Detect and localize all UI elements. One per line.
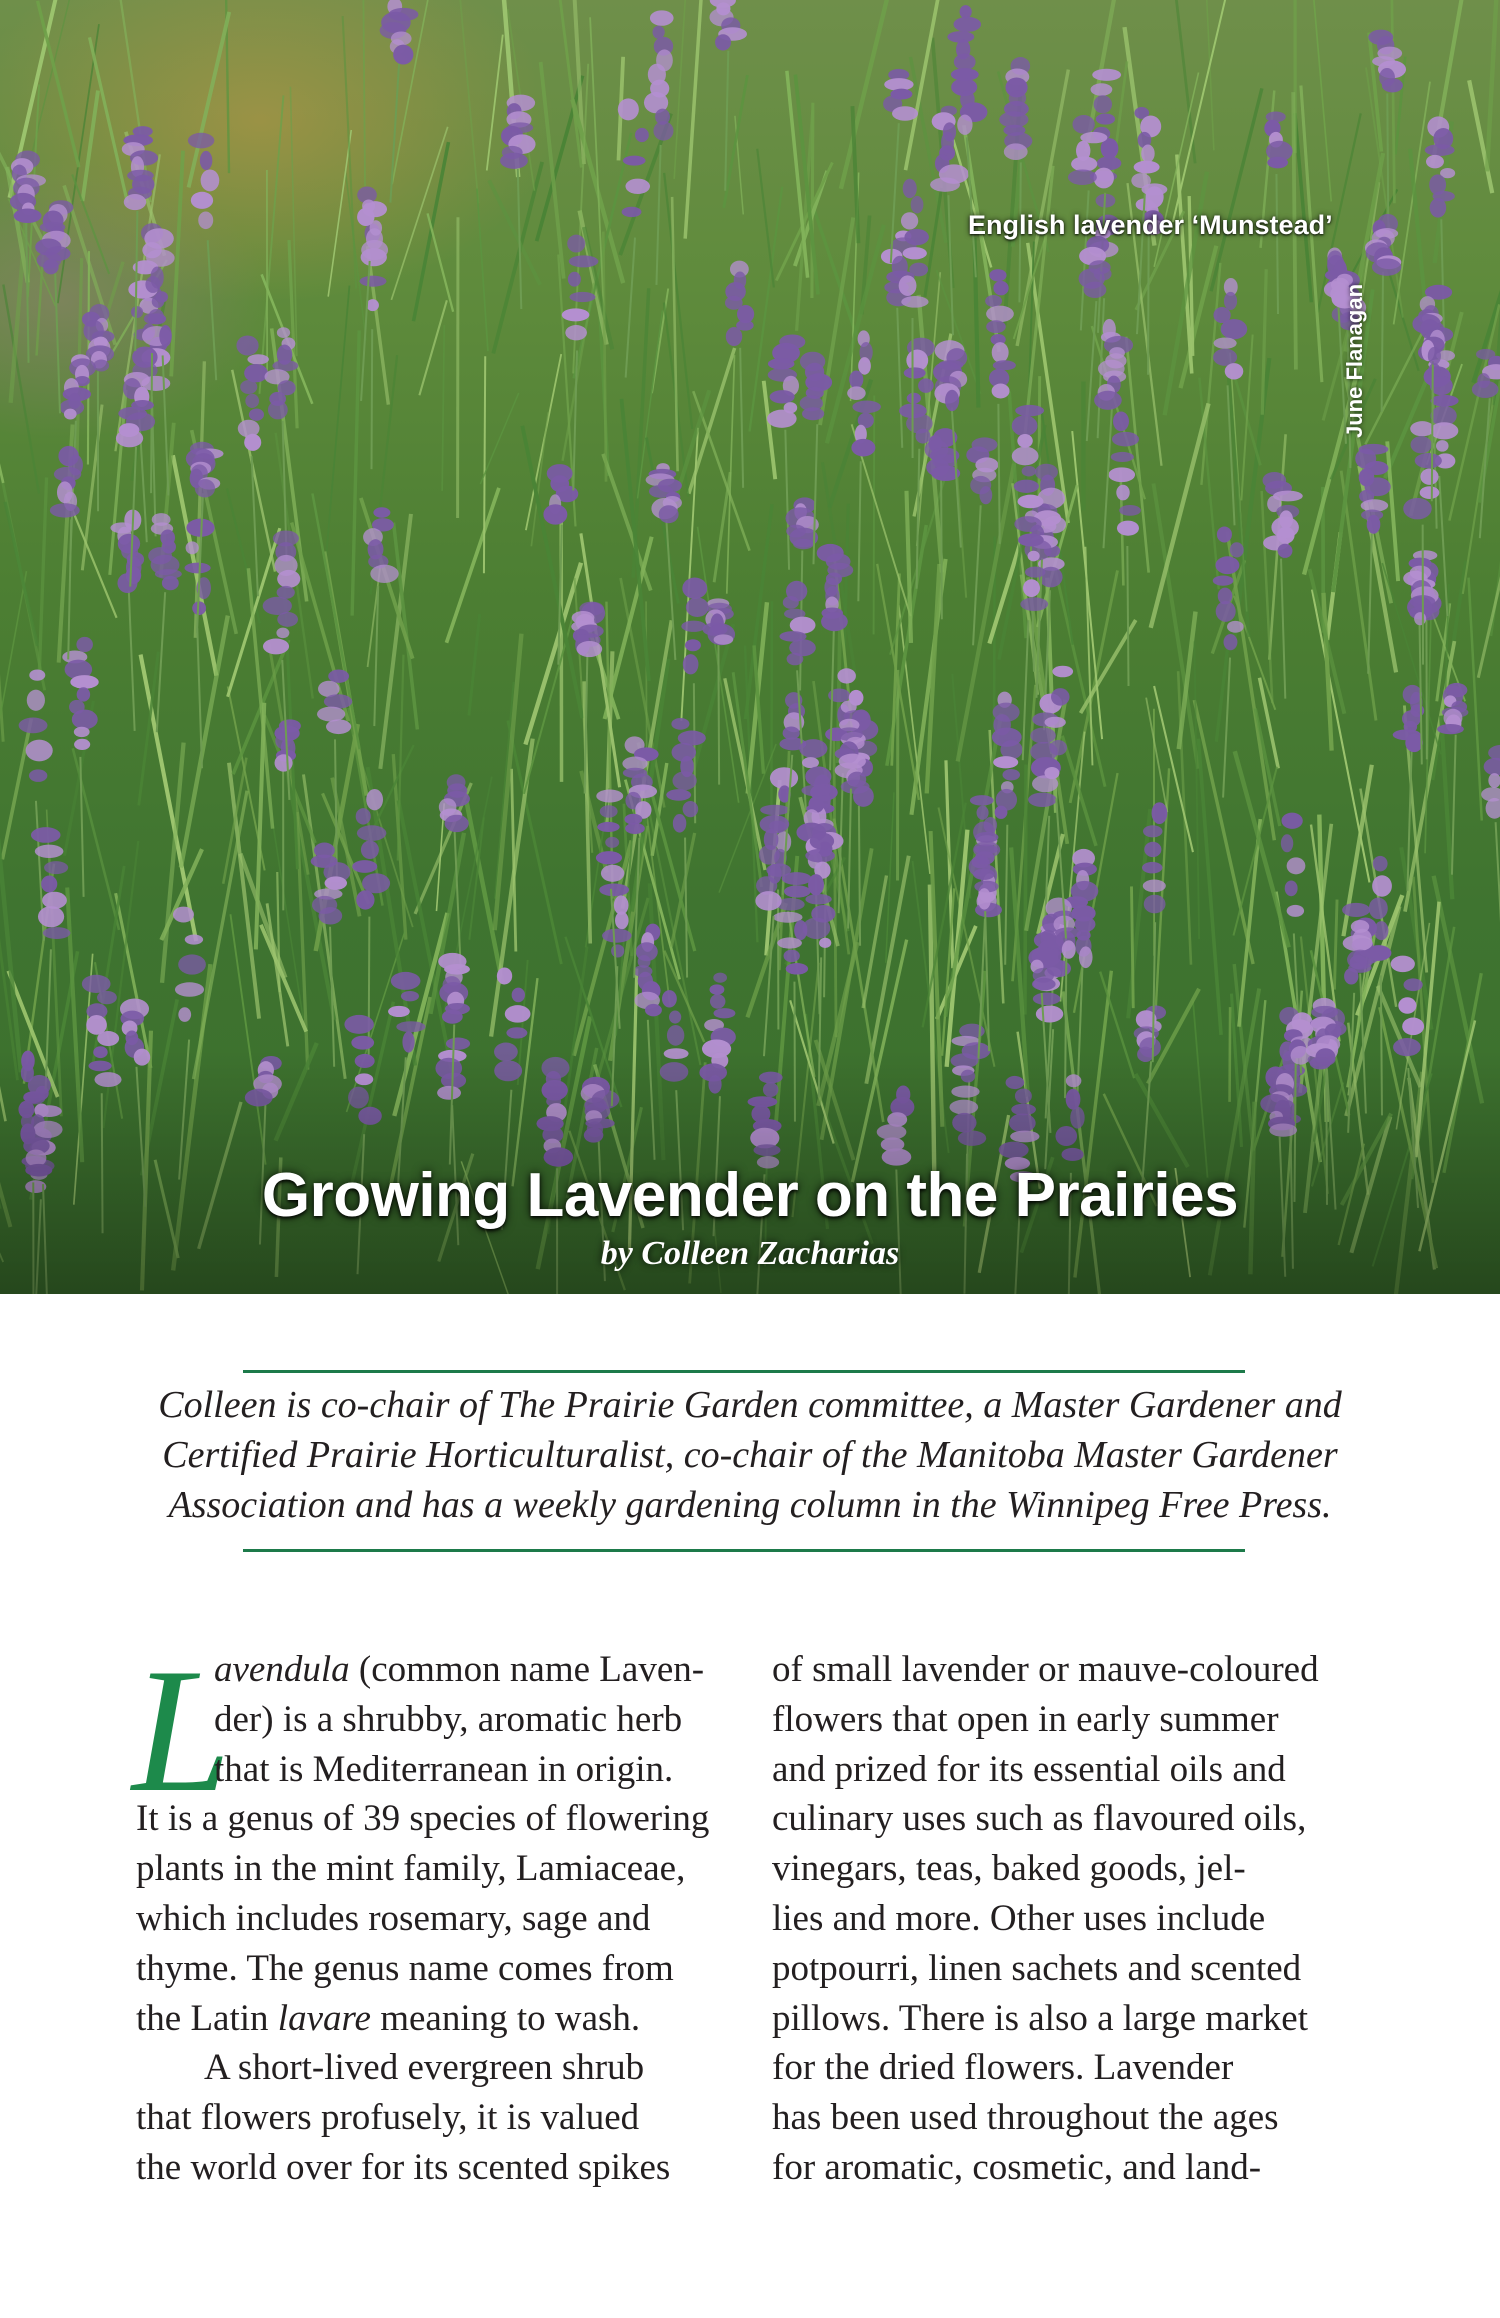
grass-blade xyxy=(0,571,26,715)
grass-blade xyxy=(1025,765,1026,1015)
grass-blade xyxy=(39,477,47,679)
lavender-spike xyxy=(1481,745,1500,962)
grass-blade xyxy=(352,330,359,615)
grass-blade xyxy=(652,288,668,393)
grass-blade xyxy=(1194,700,1253,964)
grass-blade xyxy=(834,739,836,1037)
grass-blade xyxy=(1211,88,1262,291)
grass-blade xyxy=(1070,570,1117,803)
paragraph-line: for aromatic, cosmetic, and land- xyxy=(772,2146,1262,2188)
grass-blade xyxy=(603,232,606,482)
bio-line: Certified Prairie Horticulturalist, co-chair of the Manitoba Master Gardener xyxy=(162,1433,1338,1476)
paragraph-line xyxy=(136,1645,736,1695)
grass-blade xyxy=(1334,900,1337,990)
grass-blade xyxy=(584,227,612,349)
grass-blade xyxy=(480,393,518,484)
drop-cap: L xyxy=(132,1631,231,1829)
grass-blade xyxy=(82,90,98,201)
paragraph-line: flowers that open in early summer xyxy=(772,1698,1279,1740)
grass-blade xyxy=(477,189,488,352)
grass-blade xyxy=(541,62,564,279)
lavender-spike xyxy=(62,637,98,897)
grass-blade xyxy=(1366,68,1403,318)
grass-blade xyxy=(1312,0,1331,201)
latin-word: lavare xyxy=(277,1997,371,2039)
bio-line: Association and has a weekly gardening column in the Winnipeg Free Press. xyxy=(168,1483,1332,1526)
article-byline: by Colleen Zacharias xyxy=(600,1235,900,1272)
grass-blade xyxy=(487,35,503,171)
grass-blade xyxy=(811,200,857,336)
genus-name: avendula xyxy=(214,1649,350,1690)
article-title: Growing Lavender on the Prairies xyxy=(261,1161,1239,1230)
grass-blade xyxy=(2,718,31,859)
paragraph-line: A short-lived evergreen shrub xyxy=(204,2047,645,2089)
grass-blade xyxy=(1233,767,1277,936)
grass-blade xyxy=(727,355,735,594)
lavender-spike xyxy=(702,598,735,784)
lavender-spike xyxy=(363,507,399,726)
paragraph-line: potpourri, linen sachets and scented xyxy=(772,1947,1302,1989)
grass-blade xyxy=(0,296,3,483)
paragraph-line: and prized for its essential oils and xyxy=(772,1748,1286,1790)
grass-blade xyxy=(1131,886,1133,1008)
photo-credit: June Flanagan xyxy=(1342,283,1367,438)
grass-blade xyxy=(1391,0,1394,203)
paragraph-line: of small lavender or mauve-coloured xyxy=(772,1649,1319,1690)
paragraph-line: der) is a shrubby, aromatic herb xyxy=(214,1698,683,1740)
lavender-spike xyxy=(1393,685,1424,891)
article-column-left xyxy=(136,1645,736,2193)
text-run: (common name Laven- xyxy=(349,1649,705,1690)
grass-blade xyxy=(5,502,37,646)
grass-blade xyxy=(1241,335,1252,501)
author-bio xyxy=(120,1380,1380,1529)
text-run: meaning to wash. xyxy=(370,1997,641,2039)
grass-blade xyxy=(1194,641,1199,939)
paragraph-line: lies and more. Other uses include xyxy=(772,1897,1266,1939)
lavender-spike xyxy=(646,463,682,660)
lavender-spike xyxy=(380,0,419,203)
lavender-spike xyxy=(82,304,114,511)
grass-blade xyxy=(672,197,677,471)
grass-blade xyxy=(953,140,991,268)
photo-caption: English lavender ‘Munstead’ xyxy=(968,210,1333,240)
article-column-right xyxy=(772,1645,1372,2193)
lavender-spike xyxy=(236,335,268,596)
grass-blade xyxy=(1469,578,1482,821)
grass-blade xyxy=(181,616,228,868)
grass-blade xyxy=(1146,698,1167,813)
bio-bottom-rule xyxy=(243,1549,1245,1552)
grass-blade xyxy=(38,1,79,167)
grass-blade xyxy=(343,16,356,289)
paragraph-line: thyme. The genus name comes from xyxy=(136,1947,674,1989)
grass-blade xyxy=(1487,0,1500,171)
grass-blade xyxy=(1410,149,1425,303)
grass-blade xyxy=(674,0,692,179)
grass-blade xyxy=(193,791,247,1079)
grass-blade xyxy=(906,491,910,643)
lavender-spike xyxy=(1403,421,1442,664)
grass-blade xyxy=(428,213,454,311)
lavender-spike xyxy=(110,509,144,731)
grass-blade xyxy=(446,488,498,643)
grass-blade xyxy=(671,833,694,947)
paragraph-line: culinary uses such as flavoured oils, xyxy=(772,1798,1307,1840)
lavender-spike xyxy=(709,0,747,191)
paragraph-line: plants in the mint family, Lamiaceae, xyxy=(136,1848,686,1890)
grass-blade xyxy=(3,284,39,493)
grass-blade xyxy=(757,149,774,288)
text-run: the Latin xyxy=(136,1997,278,2039)
lavender-spike xyxy=(1263,472,1303,699)
grass-blade xyxy=(745,646,757,943)
paragraph-line: vinegars, teas, baked goods, jel- xyxy=(772,1848,1246,1890)
grass-blade xyxy=(899,605,930,874)
grass-blade xyxy=(82,405,102,571)
paragraph-line: which includes rosemary, sage and xyxy=(136,1897,651,1939)
paragraph-line: pillows. There is also a large market xyxy=(772,1997,1309,2039)
paragraph-line: for the dried flowers. Lavender xyxy=(772,2047,1234,2089)
grass-blade xyxy=(1478,425,1500,678)
grass-blade xyxy=(1441,716,1452,900)
bio-top-rule xyxy=(243,1370,1245,1373)
grass-blade xyxy=(469,614,480,715)
lavender-spike xyxy=(725,261,754,488)
grass-blade xyxy=(874,396,875,635)
grass-blade xyxy=(495,634,522,930)
grass-blade xyxy=(1198,739,1221,1035)
grass-blade xyxy=(456,0,479,203)
grass-blade xyxy=(171,151,183,377)
paragraph-line: that is Mediterranean in origin. xyxy=(214,1748,674,1790)
grass-blade xyxy=(1463,384,1496,594)
paragraph-line: It is a genus of 39 species of flowering xyxy=(136,1798,710,1840)
grass-blade xyxy=(1262,491,1273,703)
grass-blade xyxy=(525,563,581,745)
grass-blade xyxy=(367,246,388,404)
bio-line: Colleen is co-chair of The Prairie Garden committee, a Master Gardener and xyxy=(158,1384,1342,1426)
paragraph-line: has been used throughout the ages xyxy=(772,2097,1279,2139)
grass-blade xyxy=(328,130,351,297)
lavender-spike xyxy=(1213,526,1244,797)
grass-blade xyxy=(484,356,485,573)
grass-blade xyxy=(841,0,892,189)
grass-blade xyxy=(325,286,349,568)
paragraph-line: the world over for its scented spikes xyxy=(136,2146,671,2188)
paragraph-line: that flowers profusely, it is valued xyxy=(136,2097,640,2139)
lavender-spike xyxy=(1355,444,1391,674)
grass-blade xyxy=(368,767,416,1066)
grass-blade xyxy=(363,0,365,186)
grass-blade xyxy=(776,163,832,281)
grass-blade xyxy=(1160,0,1195,163)
grass-blade xyxy=(442,325,444,491)
grass-blade xyxy=(685,0,703,239)
grass-blade xyxy=(391,127,447,300)
paragraph-line xyxy=(136,1994,736,2044)
grass-blade xyxy=(414,142,449,321)
grass-blade xyxy=(1085,547,1092,766)
